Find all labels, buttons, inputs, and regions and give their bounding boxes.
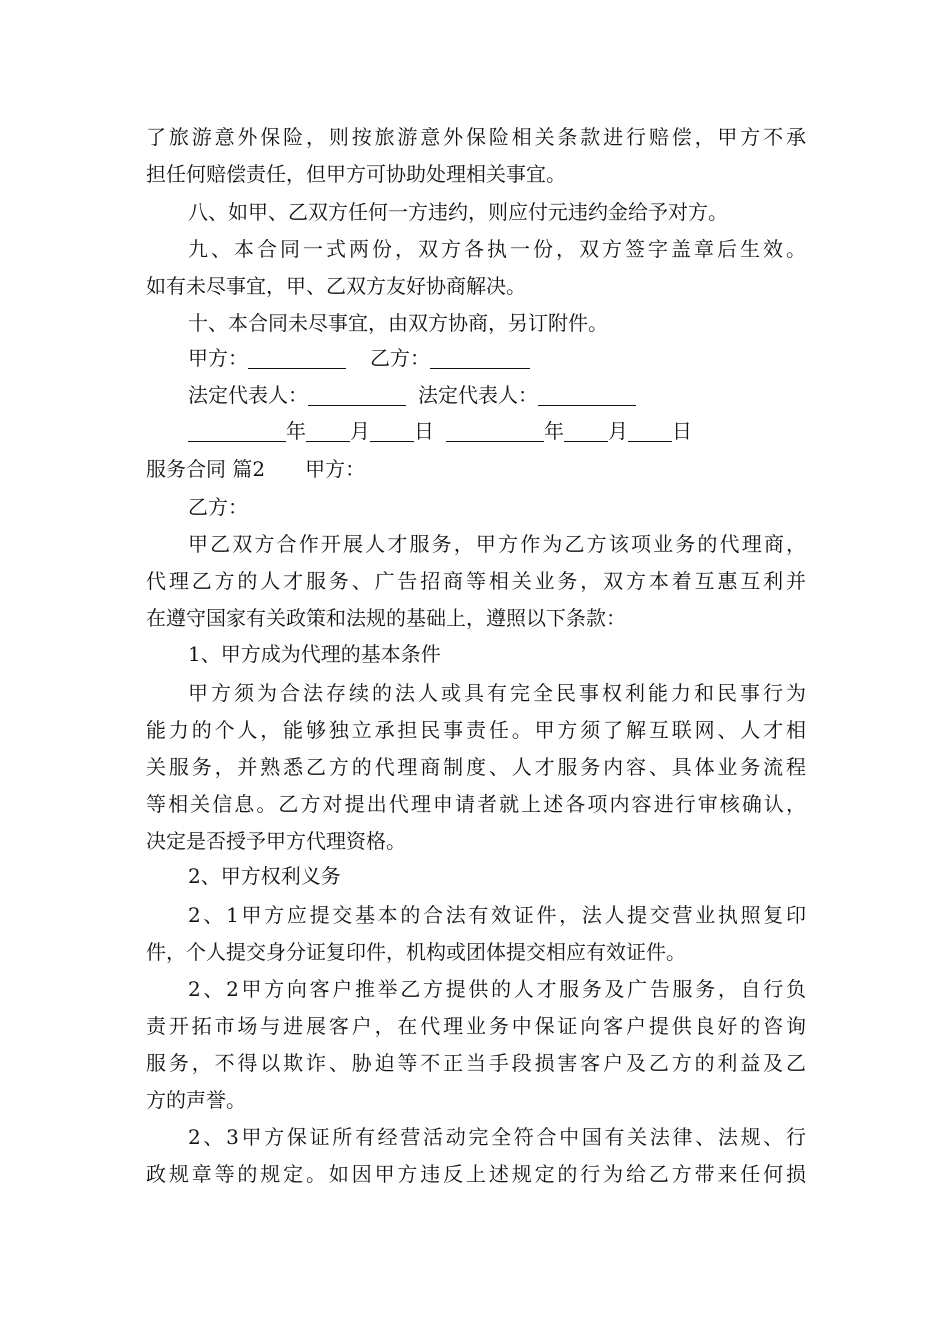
month-label: 月 bbox=[350, 419, 370, 443]
paragraph-line: 如有未尽事宜，甲、乙双方友好协商解决。 bbox=[146, 274, 526, 298]
clause-10: 十、本合同未尽事宜，由双方协商，另订附件。 bbox=[188, 311, 608, 335]
party-b-label: 乙方： bbox=[370, 346, 430, 370]
year-label: 年 bbox=[544, 419, 564, 443]
rep-a-label: 法定代表人： bbox=[188, 383, 308, 407]
party-b-blank bbox=[430, 346, 530, 369]
year-blank bbox=[446, 419, 544, 442]
section-heading-row bbox=[146, 456, 365, 482]
paragraph-line: 服务，不得以欺诈、胁迫等不正当手段损害客户及乙方的利益及乙 bbox=[146, 1051, 806, 1075]
section-party-a: 甲方： bbox=[305, 457, 366, 481]
paragraph-line: 决定是否授予甲方代理资格。 bbox=[146, 829, 406, 853]
day-blank bbox=[370, 419, 414, 442]
paragraph-line: 2、2甲方向客户推举乙方提供的人才服务及广告服务，自行负 bbox=[188, 977, 806, 1001]
paragraph-line: 2、1甲方应提交基本的合法有效证件，法人提交营业执照复印 bbox=[188, 903, 806, 927]
paragraph-line: 了旅游意外保险，则按旅游意外保险相关条款进行赔偿，甲方不承 bbox=[146, 125, 806, 149]
signature-parties-row bbox=[188, 345, 530, 371]
section-party-b: 乙方： bbox=[188, 495, 248, 519]
month-label: 月 bbox=[608, 419, 628, 443]
paragraph-line: 方的声誉。 bbox=[146, 1088, 246, 1112]
paragraph-line: 等相关信息。乙方对提出代理申请者就上述各项内容进行审核确认， bbox=[146, 792, 806, 816]
party-a-blank bbox=[248, 346, 346, 369]
subheading-1: 1、甲方成为代理的基本条件 bbox=[188, 642, 441, 666]
year-blank bbox=[188, 419, 286, 442]
paragraph-line: 责开拓市场与进展客户，在代理业务中保证向客户提供良好的咨询 bbox=[146, 1014, 806, 1038]
paragraph-line: 关服务，并熟悉乙方的代理商制度、人才服务内容、具体业务流程 bbox=[146, 755, 806, 779]
party-a-label: 甲方： bbox=[188, 346, 248, 370]
paragraph-line: 甲乙双方合作开展人才服务，甲方作为乙方该项业务的代理商， bbox=[188, 532, 806, 556]
section-title: 服务合同 篇2 bbox=[146, 457, 266, 481]
rep-b-blank bbox=[538, 383, 636, 406]
signature-dates-row bbox=[188, 418, 692, 444]
paragraph-line: 政规章等的规定。如因甲方违反上述规定的行为给乙方带来任何损 bbox=[146, 1162, 806, 1186]
day-blank bbox=[628, 419, 672, 442]
day-label: 日 bbox=[414, 419, 434, 443]
clause-8: 八、如甲、乙双方任何一方违约，则应付元违约金给予对方。 bbox=[188, 200, 728, 224]
paragraph-line: 2、3甲方保证所有经营活动完全符合中国有关法律、法规、行 bbox=[188, 1125, 806, 1149]
subheading-2: 2、甲方权利义务 bbox=[188, 864, 341, 888]
month-blank bbox=[306, 419, 350, 442]
clause-9: 九、本合同一式两份，双方各执一份，双方签字盖章后生效。 bbox=[188, 237, 806, 261]
rep-b-label: 法定代表人： bbox=[418, 383, 538, 407]
year-label: 年 bbox=[286, 419, 306, 443]
paragraph-line: 能力的个人，能够独立承担民事责任。甲方须了解互联网、人才相 bbox=[146, 718, 806, 742]
paragraph-line: 担任何赔偿责任，但甲方可协助处理相关事宜。 bbox=[146, 162, 566, 186]
signature-representatives-row bbox=[188, 382, 636, 408]
paragraph-line: 代理乙方的人才服务、广告招商等相关业务，双方本着互惠互利并 bbox=[146, 569, 806, 593]
rep-a-blank bbox=[308, 383, 406, 406]
day-label: 日 bbox=[672, 419, 692, 443]
month-blank bbox=[564, 419, 608, 442]
paragraph-line: 甲方须为合法存续的法人或具有完全民事权利能力和民事行为 bbox=[188, 681, 806, 705]
paragraph-line: 在遵守国家有关政策和法规的基础上，遵照以下条款： bbox=[146, 606, 626, 630]
paragraph-line: 件，个人提交身分证复印件，机构或团体提交相应有效证件。 bbox=[146, 940, 686, 964]
